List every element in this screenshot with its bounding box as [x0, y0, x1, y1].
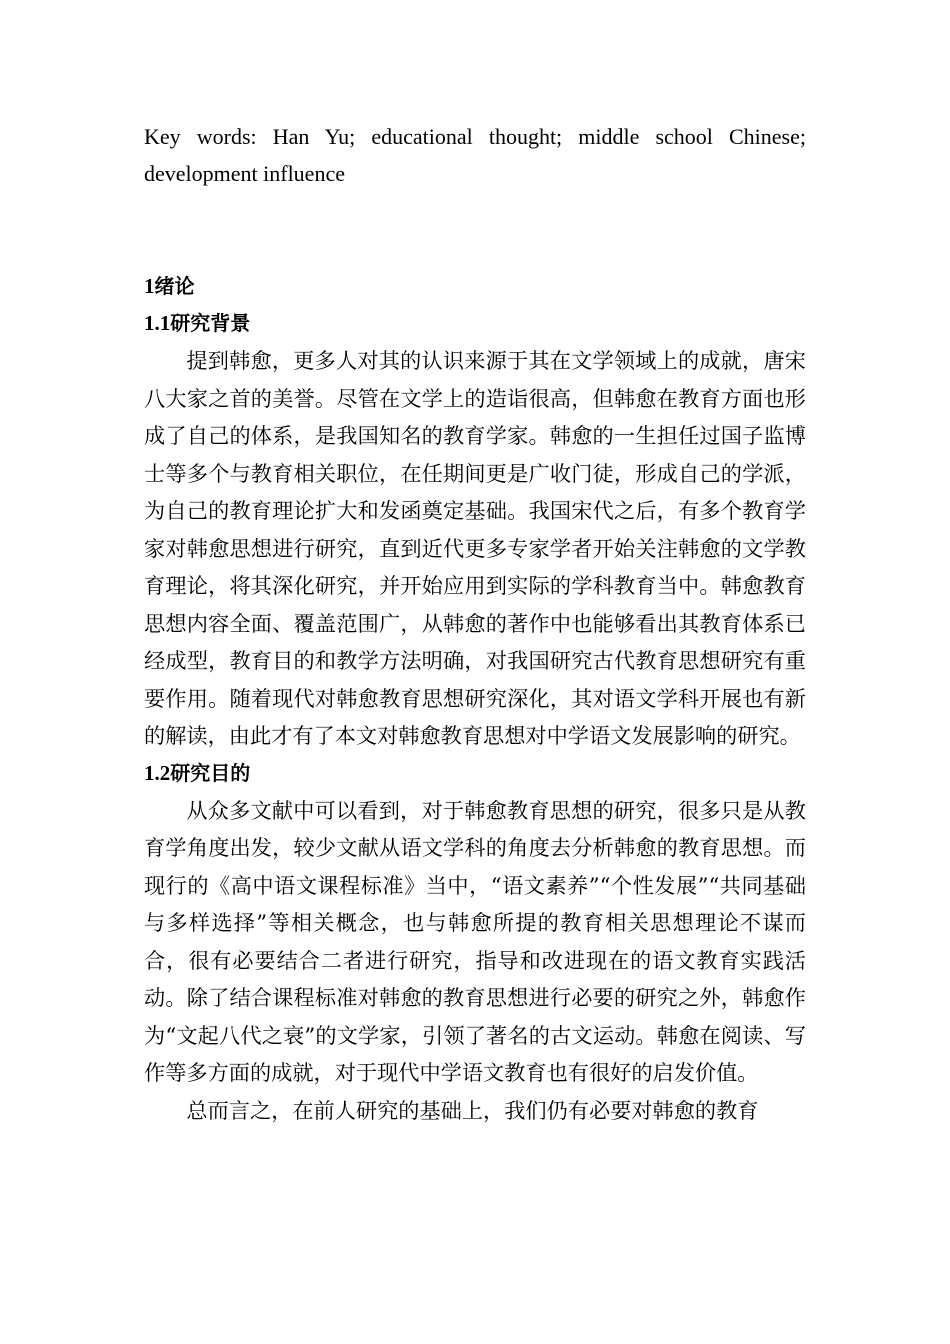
document-body [144, 268, 806, 1129]
chapter-heading [144, 268, 806, 305]
paragraph-background: 提到韩愈，更多人对其的认识来源于其在文学领域上的成就，唐宋八大家之首的美誉。尽管在文学上的造诣很高，但韩愈在教育方面也形成了自己的体系，是我国知名的教育学家。韩愈的一生担任过国子监博士等多个与教育相关职位，在任期间更是广收门徒，形成自己的学派，为自己的教育理论扩大和发函奠定基础。我国宋代之后，有多个教育学家对韩愈思想进行研究，直到近代更多专家学者开始关注韩愈的文学教育理论，将其深化研究，并开始应用到实际的学科教育当中。韩愈教育思想内容全面、覆盖范围广，从韩愈的著作中也能够看出其教育体系已经成型，教育目的和教学方法明确，对我国研究古代教育思想研究有重要作用。随着现代对韩愈教育思想研究深化，其对语文学科开展也有新的解读，由此才有了本文对韩愈教育思想对中学语文发展影响的研究。 [144, 348, 806, 748]
paragraph-purpose: 从众多文献中可以看到，对于韩愈教育思想的研究，很多只是从教育学角度出发，较少文献从语文学科的角度去分析韩愈的教育思想。而现行的《高中语文课程标准》当中，“语文素养”“个性发展”“共同基础与多样选择”等相关概念，也与韩愈所提的教育相关思想理论不谋而合，很有必要结合二者进行研究，指导和改进现在的语文教育实践活动。除了结合课程标准对韩愈的教育思想进行必要的研究之外，韩愈作为“文起八代之衰”的文学家，引领了著名的古文运动。韩愈在阅读、写作等多方面的成就，对于现代中学语文教育也有很好的启发价值。 [144, 797, 806, 1085]
section-title: 研究背景 [170, 311, 251, 335]
section-heading-purpose [144, 755, 806, 792]
chapter-title: 绪论 [154, 274, 195, 298]
section-heading-background [144, 305, 806, 342]
section-title: 研究目的 [170, 760, 251, 785]
section-number: 1.1 [144, 311, 171, 335]
keywords-line: Key words: Han Yu; educational thought; middle school Chinese; development influence [144, 124, 806, 186]
paragraph-summary: 总而言之，在前人研究的基础上，我们仍有必要对韩愈的教育 [186, 1097, 759, 1123]
section-number: 1.2 [144, 760, 171, 785]
chapter-number: 1 [144, 274, 155, 298]
